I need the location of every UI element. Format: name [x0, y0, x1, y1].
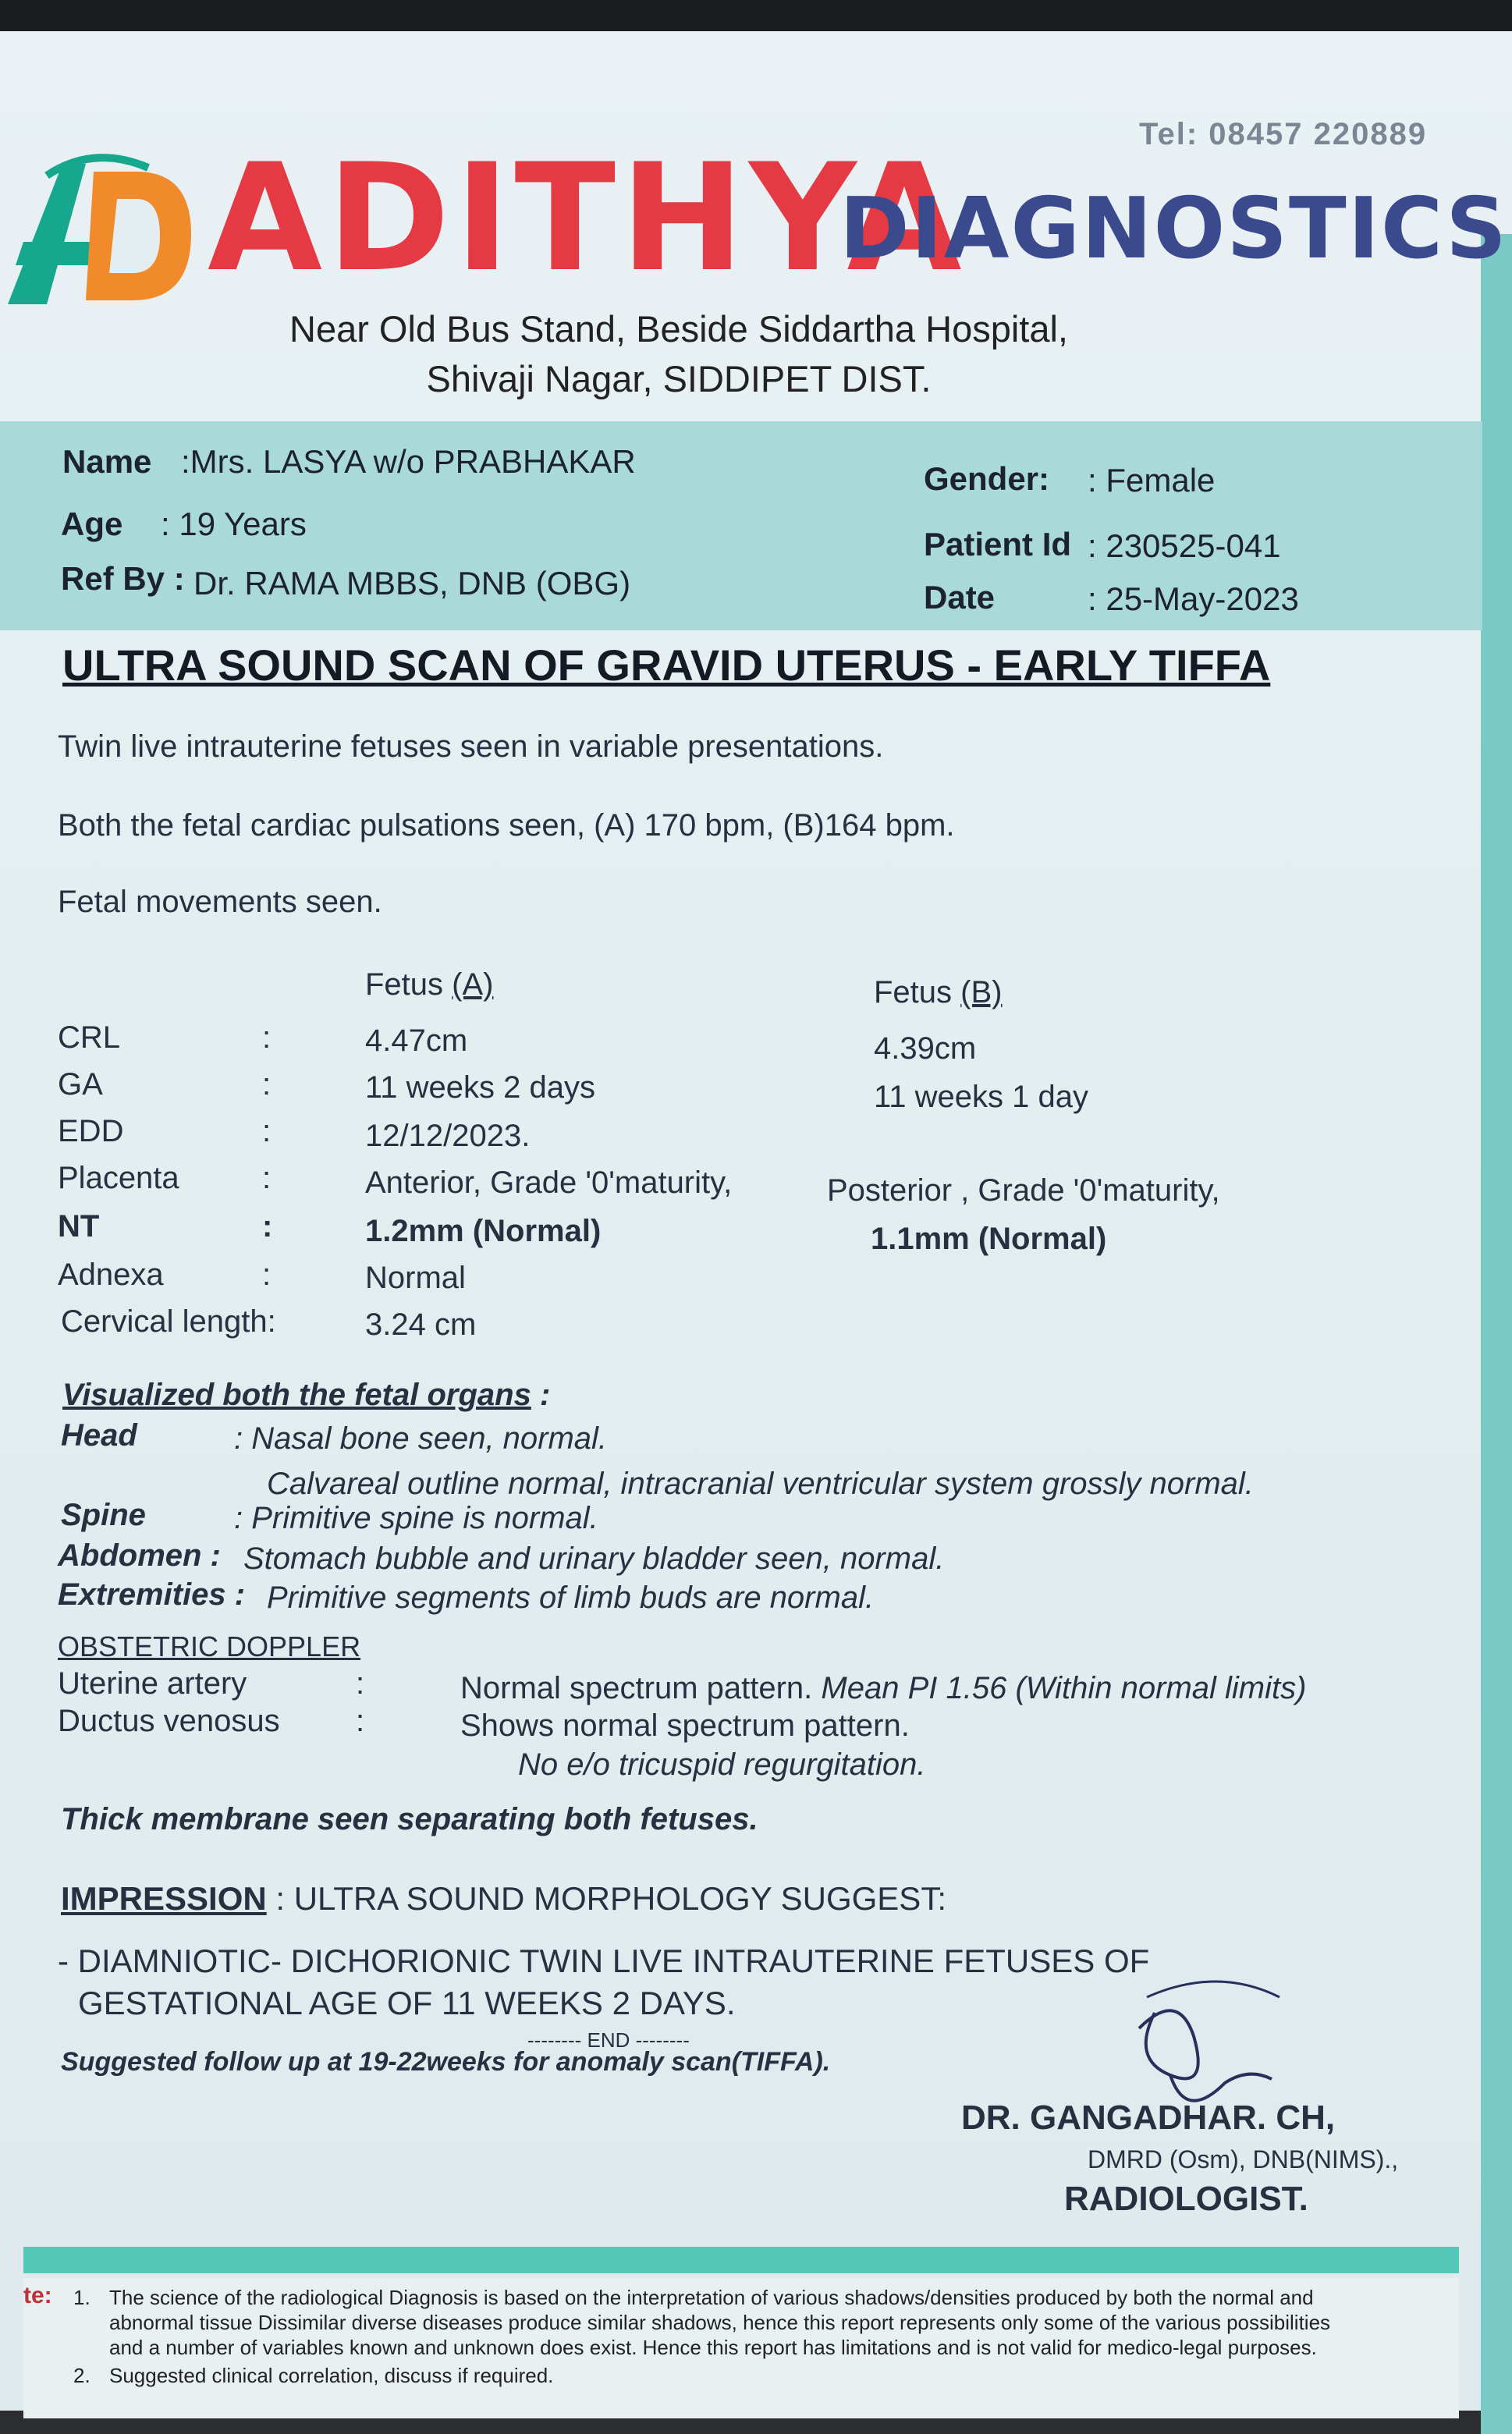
ductus-venosus-label: Ductus venosus [58, 1704, 280, 1738]
name-label: Name [62, 443, 152, 480]
placenta-fetus-a: Anterior, Grade '0'maturity, [365, 1166, 733, 1200]
doctor-role: RADIOLOGIST. [1064, 2180, 1308, 2218]
finding-line-1: Twin live intrauterine fetuses seen in variable presentations. [58, 729, 884, 764]
fetus-a-header: Fetus (A) [365, 967, 494, 1002]
age-label: Age [61, 506, 123, 542]
uterine-artery-value: Normal spectrum pattern. Mean PI 1.56 (Within normal limits) [460, 1671, 1307, 1705]
row-label-adnexa: Adnexa [58, 1258, 164, 1292]
row-label-placenta: Placenta [58, 1161, 179, 1195]
row-label-cervical: Cervical length: [61, 1304, 276, 1339]
crl-fetus-a: 4.47cm [365, 1024, 468, 1058]
gender-value: : Female [1088, 462, 1216, 499]
head-label: Head [61, 1418, 137, 1453]
telephone: Tel: 08457 220889 [1139, 117, 1428, 151]
adnexa-fetus-a: Normal [365, 1261, 466, 1295]
row-label-nt: NT [58, 1209, 100, 1244]
abdomen-label: Abdomen : [58, 1538, 221, 1573]
end-marker: -------- END -------- [527, 2028, 690, 2052]
ductus-venosus-value-2: No e/o tricuspid regurgitation. [518, 1747, 926, 1782]
follow-up-note: Suggested follow up at 19-22weeks for anomaly scan(TIFFA). [61, 2047, 831, 2077]
row-sep: : [262, 1114, 272, 1148]
adithya-logo-icon [0, 148, 195, 312]
spine-value: : Primitive spine is normal. [234, 1501, 598, 1535]
name-value: :Mrs. LASYA w/o PRABHAKAR [181, 443, 636, 480]
extremities-label: Extremities : [58, 1577, 246, 1612]
impression-line-2: GESTATIONAL AGE OF 11 WEEKS 2 DAYS. [78, 1985, 736, 2021]
row-label-edd: EDD [58, 1114, 124, 1148]
ductus-sep: : [356, 1704, 365, 1738]
ductus-venosus-value: Shows normal spectrum pattern. [460, 1708, 910, 1743]
row-sep: : [262, 1020, 272, 1055]
address-line-1: Near Old Bus Stand, Beside Siddartha Hospital, [289, 308, 1068, 349]
patient-id-value: : 230525-041 [1088, 527, 1281, 564]
fetus-b-header: Fetus (B) [874, 975, 1003, 1009]
footer-rule [23, 2247, 1459, 2273]
row-sep: : [262, 1258, 272, 1292]
date-label: Date [924, 579, 996, 616]
row-label-ga: GA [58, 1067, 103, 1102]
note-1-number: 1. [73, 2286, 91, 2309]
note-2-line-1: Suggested clinical correlation, discuss if required. [109, 2364, 554, 2387]
placenta-fetus-b: Posterior , Grade '0'maturity, [827, 1173, 1220, 1208]
head-value: : Nasal bone seen, normal. [234, 1421, 608, 1456]
notes-label: te: [23, 2283, 52, 2308]
note-2-number: 2. [73, 2364, 91, 2387]
row-label-crl: CRL [58, 1020, 121, 1055]
refby-label: Ref By : [61, 560, 185, 597]
patient-id-label: Patient Id [924, 526, 1072, 562]
spine-label: Spine [61, 1498, 146, 1532]
age-value: : 19 Years [161, 506, 307, 542]
note-1-line-2: abnormal tissue Dissimilar diverse diseases produce similar shadows, hence this report represents only some of the various possibilities [109, 2311, 1331, 2334]
row-sep: : [262, 1161, 272, 1195]
row-sep: : [262, 1209, 273, 1244]
refby-value: Dr. RAMA MBBS, DNB (OBG) [193, 565, 631, 601]
report-title: ULTRA SOUND SCAN OF GRAVID UTERUS - EARLY TIFFA [62, 640, 1271, 690]
date-value: : 25-May-2023 [1088, 580, 1299, 617]
doctor-name: DR. GANGADHAR. CH, [961, 2099, 1336, 2137]
head-value-2: Calvareal outline normal, intracranial ventricular system grossly normal. [267, 1467, 1254, 1501]
finding-line-2: Both the fetal cardiac pulsations seen, (A) 170 bpm, (B)164 bpm. [58, 808, 955, 843]
doppler-heading: OBSTETRIC DOPPLER [58, 1630, 361, 1662]
brand-name: ADITHYA [208, 132, 967, 304]
organs-heading: Visualized both the fetal organs : [62, 1378, 551, 1412]
row-sep: : [262, 1067, 272, 1102]
nt-fetus-a: 1.2mm (Normal) [365, 1214, 602, 1248]
abdomen-value: Stomach bubble and urinary bladder seen, normal. [243, 1542, 945, 1576]
impression-heading: IMPRESSION : ULTRA SOUND MORPHOLOGY SUGGEST: [61, 1880, 946, 1917]
folder-edge [1481, 234, 1512, 2434]
crl-fetus-b: 4.39cm [874, 1031, 977, 1066]
brand-subtitle: DIAGNOSTICS [839, 180, 1508, 278]
address-line-2: Shivaji Nagar, SIDDIPET DIST. [426, 358, 932, 399]
photo-edge [0, 0, 1512, 31]
note-1-line-3: and a number of variables known and unknown does exist. Hence this report has limitations and is not valid for medico-legal purposes. [109, 2336, 1317, 2359]
ga-fetus-a: 11 weeks 2 days [365, 1070, 595, 1105]
ga-fetus-b: 11 weeks 1 day [874, 1080, 1088, 1114]
gender-label: Gender: [924, 460, 1050, 497]
impression-line-1: - DIAMNIOTIC- DICHORIONIC TWIN LIVE INTRAUTERINE FETUSES OF [58, 1943, 1150, 1979]
extremities-value: Primitive segments of limb buds are normal. [267, 1581, 875, 1615]
cervical-value: 3.24 cm [365, 1307, 477, 1342]
doctor-qualifications: DMRD (Osm), DNB(NIMS)., [1088, 2145, 1399, 2173]
uterine-artery-label: Uterine artery [58, 1666, 247, 1701]
note-1-line-1: The science of the radiological Diagnosis is based on the interpretation of various shadows/densities produced by both the normal and [109, 2286, 1314, 2309]
membrane-note: Thick membrane seen separating both fetuses. [61, 1802, 758, 1836]
nt-fetus-b: 1.1mm (Normal) [871, 1222, 1107, 1256]
uterine-sep: : [356, 1666, 365, 1701]
finding-line-3: Fetal movements seen. [58, 885, 382, 919]
edd-fetus-a: 12/12/2023. [365, 1119, 531, 1153]
